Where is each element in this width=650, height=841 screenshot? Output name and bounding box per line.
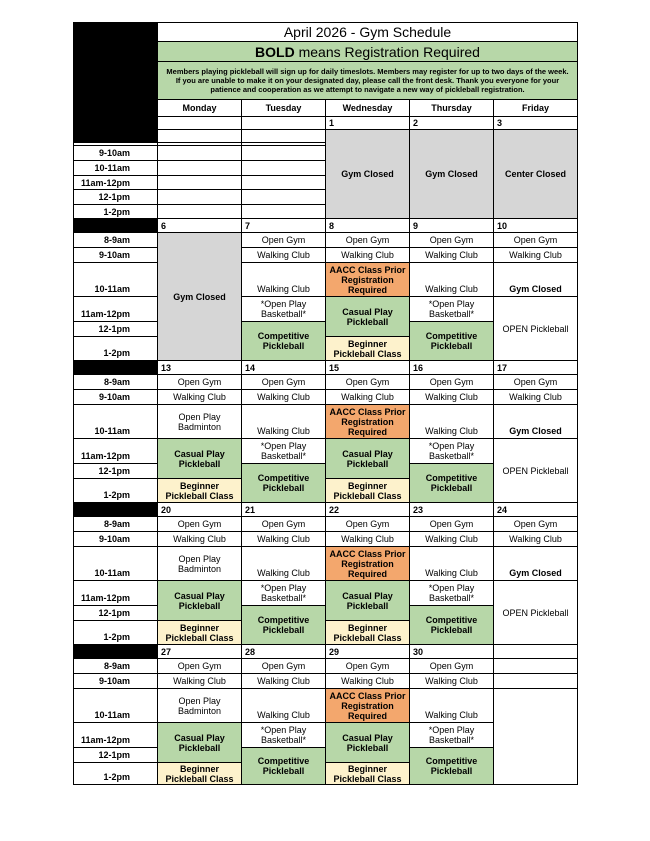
- beginner-pickleball-cell: Beginner Pickleball Class: [158, 763, 242, 785]
- beginner-pickleball-cell: Beginner Pickleball Class: [326, 621, 410, 645]
- beginner-pickleball-cell: Beginner Pickleball Class: [326, 337, 410, 361]
- date-7: 7: [242, 219, 326, 233]
- date-14: 14: [242, 361, 326, 375]
- casual-play-pickleball-cell: Casual Play Pickleball: [326, 439, 410, 479]
- open-play-basketball-cell: *Open Play Basketball*: [242, 581, 326, 606]
- empty-slot: [158, 190, 242, 205]
- gym-schedule-table: [73, 22, 578, 785]
- walking-club-cell: Walking Club: [326, 390, 410, 405]
- time-label: 8-9am: [74, 131, 158, 146]
- week-separator: [74, 503, 158, 517]
- open-gym-cell: Open Gym: [242, 659, 326, 674]
- day-header-tuesday: Tuesday: [242, 100, 326, 117]
- date-2: 2: [410, 117, 494, 130]
- open-gym-cell: Open Gym: [326, 375, 410, 390]
- open-gym-cell: Open Gym: [410, 659, 494, 674]
- date-15: 15: [326, 361, 410, 375]
- time-label: 9-10am: [74, 674, 158, 689]
- empty-slot: [494, 659, 578, 674]
- walking-club-cell: Walking Club: [158, 390, 242, 405]
- competitive-pickleball-cell: Competitive Pickleball: [410, 606, 494, 645]
- open-gym-cell: Open Gym: [326, 659, 410, 674]
- walking-club-cell: Walking Club: [410, 263, 494, 297]
- time-label: 10-11am: [74, 547, 158, 581]
- open-play-basketball-cell: *Open Play Basketball*: [242, 723, 326, 748]
- open-gym-cell: Open Gym: [410, 233, 494, 248]
- time-label: 1-2pm: [74, 337, 158, 361]
- date-8: 8: [326, 219, 410, 233]
- walking-club-cell: Walking Club: [242, 405, 326, 439]
- walking-club-cell: Walking Club: [242, 532, 326, 547]
- open-gym-cell: Open Gym: [326, 517, 410, 532]
- date-23: 23: [410, 503, 494, 517]
- day-header-friday: Friday: [494, 100, 578, 117]
- gym-closed-cell: Gym Closed: [410, 130, 494, 219]
- date-6: 6: [158, 219, 242, 233]
- gym-closed-cell: Gym Closed: [326, 130, 410, 219]
- walking-club-cell: Walking Club: [410, 532, 494, 547]
- walking-club-cell: Walking Club: [410, 689, 494, 723]
- casual-play-pickleball-cell: Casual Play Pickleball: [326, 297, 410, 337]
- date-13: 13: [158, 361, 242, 375]
- empty-slot: [242, 146, 326, 161]
- walking-club-cell: Walking Club: [242, 689, 326, 723]
- date-1: 1: [326, 117, 410, 130]
- time-label: 11am-12pm: [74, 723, 158, 748]
- open-play-basketball-cell: *Open Play Basketball*: [410, 723, 494, 748]
- walking-club-cell: Walking Club: [158, 674, 242, 689]
- walking-club-cell: Walking Club: [158, 532, 242, 547]
- time-label: 12-1pm: [74, 322, 158, 337]
- open-play-basketball-cell: *Open Play Basketball*: [410, 439, 494, 464]
- date-29: 29: [326, 645, 410, 659]
- empty-slot: [242, 176, 326, 190]
- time-label: 9-10am: [74, 248, 158, 263]
- aacc-class-cell: AACC Class Prior Registration Required: [326, 263, 410, 297]
- time-label: 11am-12pm: [74, 297, 158, 322]
- gym-closed-cell: Gym Closed: [494, 405, 578, 439]
- time-label: 12-1pm: [74, 190, 158, 205]
- day-header-wednesday: Wednesday: [326, 100, 410, 117]
- empty-slot: [158, 176, 242, 190]
- casual-play-pickleball-cell: Casual Play Pickleball: [158, 581, 242, 621]
- empty-slot: [242, 131, 326, 146]
- open-gym-cell: Open Gym: [494, 233, 578, 248]
- bold-legend: [158, 42, 578, 62]
- center-closed-cell: Center Closed: [494, 130, 578, 219]
- week-separator: [74, 361, 158, 375]
- time-label: 8-9am: [74, 659, 158, 674]
- time-label: 11am-12pm: [74, 581, 158, 606]
- day-header-monday: Monday: [158, 100, 242, 117]
- open-gym-cell: Open Gym: [242, 517, 326, 532]
- time-label: 8-9am: [74, 375, 158, 390]
- gym-closed-cell: Gym Closed: [494, 263, 578, 297]
- time-label: 12-1pm: [74, 748, 158, 763]
- empty-slot: [158, 131, 242, 146]
- open-gym-cell: Open Gym: [410, 517, 494, 532]
- bold-legend-text: means Registration Required: [294, 43, 480, 60]
- open-play-basketball-cell: *Open Play Basketball*: [242, 297, 326, 322]
- open-gym-cell: Open Gym: [158, 375, 242, 390]
- walking-club-cell: Walking Club: [242, 263, 326, 297]
- competitive-pickleball-cell: Competitive Pickleball: [242, 464, 326, 503]
- casual-play-pickleball-cell: Casual Play Pickleball: [158, 723, 242, 763]
- aacc-class-cell: AACC Class Prior Registration Required: [326, 405, 410, 439]
- gym-closed-cell: Gym Closed: [158, 233, 242, 361]
- open-pickleball-cell: OPEN Pickleball: [494, 581, 578, 645]
- time-label: 10-11am: [74, 405, 158, 439]
- time-label: 10-11am: [74, 161, 158, 176]
- casual-play-pickleball-cell: Casual Play Pickleball: [326, 581, 410, 621]
- open-pickleball-cell: OPEN Pickleball: [494, 297, 578, 361]
- time-label: 1-2pm: [74, 205, 158, 219]
- date-21: 21: [242, 503, 326, 517]
- time-label: 12-1pm: [74, 606, 158, 621]
- aacc-class-cell: AACC Class Prior Registration Required: [326, 689, 410, 723]
- empty-slot: [242, 190, 326, 205]
- schedule-title: April 2026 - Gym Schedule: [158, 23, 578, 42]
- empty-slot: [158, 205, 242, 219]
- empty-slot: [242, 161, 326, 176]
- open-gym-cell: Open Gym: [410, 375, 494, 390]
- time-label: 8-9am: [74, 233, 158, 248]
- empty-date: [494, 645, 578, 659]
- week-separator: [74, 645, 158, 659]
- open-play-badminton-cell: Open Play Badminton: [158, 405, 242, 439]
- empty-slot: [158, 146, 242, 161]
- time-label: 10-11am: [74, 689, 158, 723]
- open-play-basketball-cell: *Open Play Basketball*: [242, 439, 326, 464]
- week-separator: [74, 219, 158, 233]
- beginner-pickleball-cell: Beginner Pickleball Class: [326, 479, 410, 503]
- header-black-block: [74, 23, 158, 143]
- time-label: 9-10am: [74, 390, 158, 405]
- open-gym-cell: Open Gym: [158, 659, 242, 674]
- walking-club-cell: Walking Club: [494, 532, 578, 547]
- date-22: 22: [326, 503, 410, 517]
- time-label: 1-2pm: [74, 479, 158, 503]
- competitive-pickleball-cell: Competitive Pickleball: [242, 322, 326, 361]
- open-gym-cell: Open Gym: [326, 233, 410, 248]
- walking-club-cell: Walking Club: [326, 248, 410, 263]
- empty-slot: [158, 161, 242, 176]
- date-9: 9: [410, 219, 494, 233]
- beginner-pickleball-cell: Beginner Pickleball Class: [158, 621, 242, 645]
- aacc-class-cell: AACC Class Prior Registration Required: [326, 547, 410, 581]
- open-gym-cell: Open Gym: [494, 375, 578, 390]
- walking-club-cell: Walking Club: [494, 390, 578, 405]
- walking-club-cell: Walking Club: [242, 390, 326, 405]
- walking-club-cell: Walking Club: [410, 547, 494, 581]
- date-28: 28: [242, 645, 326, 659]
- competitive-pickleball-cell: Competitive Pickleball: [242, 606, 326, 645]
- date-20: 20: [158, 503, 242, 517]
- time-label: 11am-12pm: [74, 176, 158, 190]
- open-play-badminton-cell: Open Play Badminton: [158, 547, 242, 581]
- competitive-pickleball-cell: Competitive Pickleball: [410, 464, 494, 503]
- casual-play-pickleball-cell: Casual Play Pickleball: [158, 439, 242, 479]
- open-play-badminton-cell: Open Play Badminton: [158, 689, 242, 723]
- walking-club-cell: Walking Club: [494, 248, 578, 263]
- empty-slot: [494, 674, 578, 689]
- walking-club-cell: Walking Club: [326, 532, 410, 547]
- time-label: 10-11am: [74, 263, 158, 297]
- walking-club-cell: Walking Club: [410, 674, 494, 689]
- date-17: 17: [494, 361, 578, 375]
- date-27: 27: [158, 645, 242, 659]
- date-10: 10: [494, 219, 578, 233]
- time-label: 11am-12pm: [74, 439, 158, 464]
- time-label: 12-1pm: [74, 464, 158, 479]
- gym-closed-cell: Gym Closed: [494, 547, 578, 581]
- open-play-basketball-cell: *Open Play Basketball*: [410, 297, 494, 322]
- bold-word: BOLD: [255, 43, 295, 60]
- time-label: 1-2pm: [74, 763, 158, 785]
- time-label: 9-10am: [74, 146, 158, 161]
- open-play-basketball-cell: *Open Play Basketball*: [410, 581, 494, 606]
- beginner-pickleball-cell: Beginner Pickleball Class: [158, 479, 242, 503]
- open-gym-cell: Open Gym: [158, 517, 242, 532]
- beginner-pickleball-cell: Beginner Pickleball Class: [326, 763, 410, 785]
- empty-row: [242, 117, 326, 130]
- open-gym-cell: Open Gym: [242, 233, 326, 248]
- competitive-pickleball-cell: Competitive Pickleball: [242, 748, 326, 785]
- time-label: 8-9am: [74, 517, 158, 532]
- competitive-pickleball-cell: Competitive Pickleball: [410, 322, 494, 361]
- walking-club-cell: Walking Club: [410, 405, 494, 439]
- empty-slot: [242, 205, 326, 219]
- open-gym-cell: Open Gym: [494, 517, 578, 532]
- time-label: 9-10am: [74, 532, 158, 547]
- day-header-thursday: Thursday: [410, 100, 494, 117]
- date-16: 16: [410, 361, 494, 375]
- casual-play-pickleball-cell: Casual Play Pickleball: [326, 723, 410, 763]
- walking-club-cell: Walking Club: [242, 674, 326, 689]
- open-gym-cell: Open Gym: [242, 375, 326, 390]
- walking-club-cell: Walking Club: [242, 547, 326, 581]
- date-24: 24: [494, 503, 578, 517]
- date-30: 30: [410, 645, 494, 659]
- walking-club-cell: Walking Club: [410, 248, 494, 263]
- competitive-pickleball-cell: Competitive Pickleball: [410, 748, 494, 785]
- empty-row: [158, 117, 242, 130]
- empty-slot: [494, 689, 578, 785]
- date-3: 3: [494, 117, 578, 130]
- walking-club-cell: Walking Club: [410, 390, 494, 405]
- time-label: 1-2pm: [74, 621, 158, 645]
- open-pickleball-cell: OPEN Pickleball: [494, 439, 578, 503]
- notice-text: Members playing pickleball will sign up for daily timeslots. Members may register for up to two days of the week. If you are unable to make it on your designated day, please call the front desk. Thank you everyone for your patience and cooperation as we attempt to navigate a new way of pickleball registration.: [158, 62, 578, 100]
- walking-club-cell: Walking Club: [242, 248, 326, 263]
- walking-club-cell: Walking Club: [326, 674, 410, 689]
